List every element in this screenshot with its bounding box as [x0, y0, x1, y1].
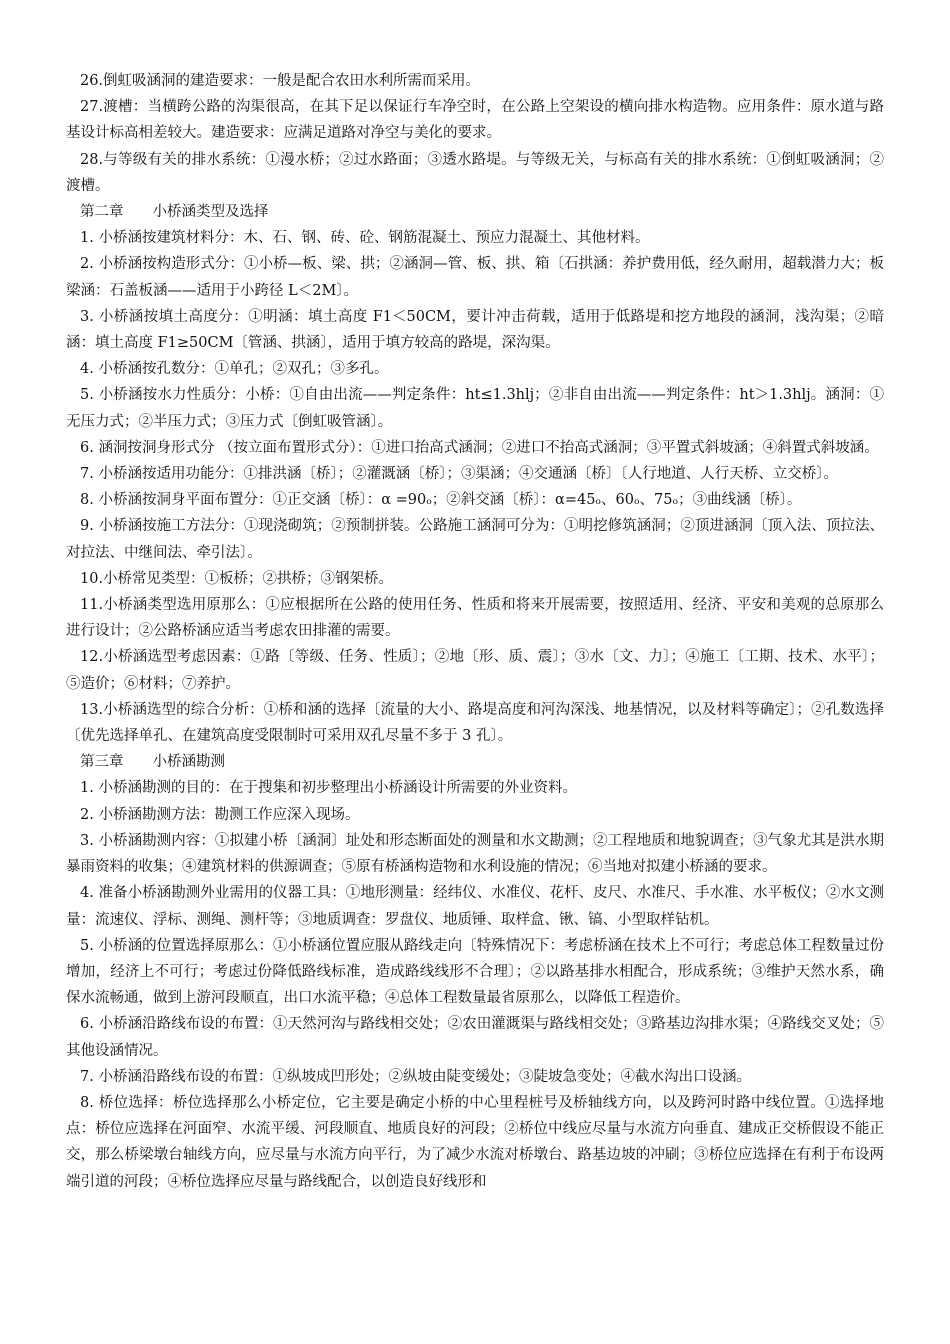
paragraph: 13.小桥涵选型的综合分析：①桥和涵的选择〔流量的大小、路堤高度和河沟深浅、地基情况，以及材料等确定〕；②孔数选择〔优先选择单孔、在建筑高度受限制时可采用双孔尽量不多于 3 孔〕。 — [66, 701, 884, 745]
paragraph: 3. 小桥涵按填土高度分：①明涵：填土高度 F1＜50CM，要计冲击荷载，适用于低路堤和挖方地段的涵洞，浅沟渠；②暗涵：填土高度 F1≥50CM〔管涵、拱涵〕，适用于填方较高的路堤，深沟渠。 — [66, 308, 884, 352]
paragraph: 27.渡槽：当横跨公路的沟渠很高，在其下足以保证行车净空时，在公路上空架设的横向排水构造物。应用条件：原水道与路基设计标高相差较大。建造要求：应满足道路对净空与美化的要求。 — [66, 99, 884, 142]
paragraph: 1. 小桥涵按建筑材料分：木、石、钢、砖、砼、钢筋混凝土、预应力混凝土、其他材料。 — [80, 230, 650, 247]
paragraph: 1. 小桥涵勘测的目的：在于搜集和初步整理出小桥涵设计所需要的外业资料。 — [80, 780, 577, 797]
paragraph: 8. 桥位选择：桥位选择那么小桥定位，它主要是确定小桥的中心里程桩号及桥轴线方向，以及跨河时路中线位置。①选择地点：桥位应选择在河面窄、水流平缓、河段顺直、地质良好的河段；②桥位中线应尽量与水流方向垂直、建成正交桥假设不能正交，那么桥梁墩台轴线方向，应尽量与水流方向平行，为了减少水流对桥墩台、路基边坡的冲刷；③桥位应选择在有利于布设两端引道的河段；④桥位选择应尽量与路线配合，以创造良好线形和 — [66, 1094, 884, 1190]
paragraph: 6. 小桥涵沿路线布设的布置：①天然河沟与路线相交处；②农田灌溉渠与路线相交处；③路基边沟排水渠；④路线交叉处；⑤其他设涵情况。 — [66, 1016, 884, 1059]
paragraph: 8. 小桥涵按洞身平面布置分：①正交涵〔桥〕：α =90ₒ；②斜交涵〔桥〕：α=45ₒ、60ₒ、75ₒ；③曲线涵〔桥〕。 — [80, 492, 802, 509]
paragraph: 10.小桥常见类型：①板桥；②拱桥；③钢架桥。 — [80, 570, 394, 587]
paragraph: 12.小桥涵选型考虑因素：①路〔等级、任务、性质〕；②地〔形、质、震〕；③水〔文、力〕；④施工〔工期、技术、水平〕；⑤造价；⑥材料；⑦养护。 — [66, 649, 884, 692]
paragraph: 4. 小桥涵按孔数分：①单孔；②双孔；③多孔。 — [80, 361, 389, 378]
paragraph: 28.与等级有关的排水系统：①漫水桥；②过水路面；③透水路堤。与等级无关，与标高有关的排水系统：①倒虹吸涵洞；②渡槽。 — [66, 151, 884, 194]
paragraph: 7. 小桥涵按适用功能分：①排洪涵〔桥〕；②灌溉涵〔桥〕；③渠涵；④交通涵〔桥〕〔人行地道、人行天桥、立交桥〕。 — [80, 466, 838, 483]
paragraph: 3. 小桥涵勘测内容：①拟建小桥〔涵洞〕址处和形态断面处的测量和水文勘测；②工程地质和地貌调查；③气象尤其是洪水期暴雨资料的收集；④建筑材料的供源调查；⑤原有桥涵构造物和水利设施的情况；⑥当地对拟建小桥涵的要求。 — [66, 832, 884, 876]
paragraph: 2. 小桥涵按构造形式分：①小桥—板、梁、拱；②涵洞—管、板、拱、箱〔石拱涵：养护费用低，经久耐用，超载潜力大；板梁涵：石盖板涵——适用于小跨径 L＜2M〕。 — [66, 256, 884, 299]
paragraph: 6. 涵洞按洞身形式分 （按立面布置形式分）：①进口抬高式涵洞；②进口不抬高式涵洞；③平置式斜坡涵；④斜置式斜坡涵。 — [80, 439, 879, 456]
document-body — [66, 68, 884, 1195]
paragraph: 2. 小桥涵勘测方法：勘测工作应深入现场。 — [80, 806, 360, 823]
paragraph: 11.小桥涵类型选用原那么：①应根据所在公路的使用任务、性质和将来开展需要，按照适用、经济、平安和美观的总原那么进行设计；②公路桥涵应适当考虑农田排灌的需要。 — [66, 597, 884, 640]
chapter-heading: 第二章 小桥涵类型及选择 — [80, 204, 269, 221]
paragraph: 5. 小桥涵按水力性质分：小桥：①自由出流——判定条件：ht≤1.3hlj；②非自由出流——判定条件：ht＞1.3hlj。涵洞：①无压力式；②半压力式；③压力式〔倒虹吸管涵〕。 — [66, 387, 884, 430]
paragraph: 4. 准备小桥涵勘测外业需用的仪器工具：①地形测量：经纬仪、水准仪、花杆、皮尺、水准尺、手水准、水平板仪；②水文测量：流速仪、浮标、测绳、测杆等；③地质调查：罗盘仪、地质锤、取样盒、锹、镐、小型取样钻机。 — [66, 885, 884, 928]
paragraph: 7. 小桥涵沿路线布设的布置：①纵坡成凹形处；②纵坡由陡变缓处；③陡坡急变处；④截水沟出口设涵。 — [80, 1068, 751, 1085]
paragraph: 9. 小桥涵按施工方法分：①现浇砌筑；②预制拼装。公路施工涵洞可分为：①明挖修筑涵洞；②顶进涵洞〔顶入法、顶拉法、对拉法、中继间法、牵引法〕。 — [66, 518, 884, 561]
paragraph: 26.倒虹吸涵洞的建造要求：一般是配合农田水利所需而采用。 — [80, 73, 481, 89]
paragraph: 5. 小桥涵的位置选择原那么：①小桥涵位置应服从路线走向〔特殊情况下：考虑桥涵在技术上不可行；考虑总体工程数量过份增加，经济上不可行；考虑过份降低路线标准，造成路线线形不合理〕；②以路基排水相配合，形成系统；③维护天然水系，确保水流畅通，做到上游河段顺直，出口水流平稳；④总体工程数量最省原那么，以降低工程造价。 — [66, 937, 884, 1007]
chapter-heading: 第三章 小桥涵勘测 — [80, 754, 225, 771]
